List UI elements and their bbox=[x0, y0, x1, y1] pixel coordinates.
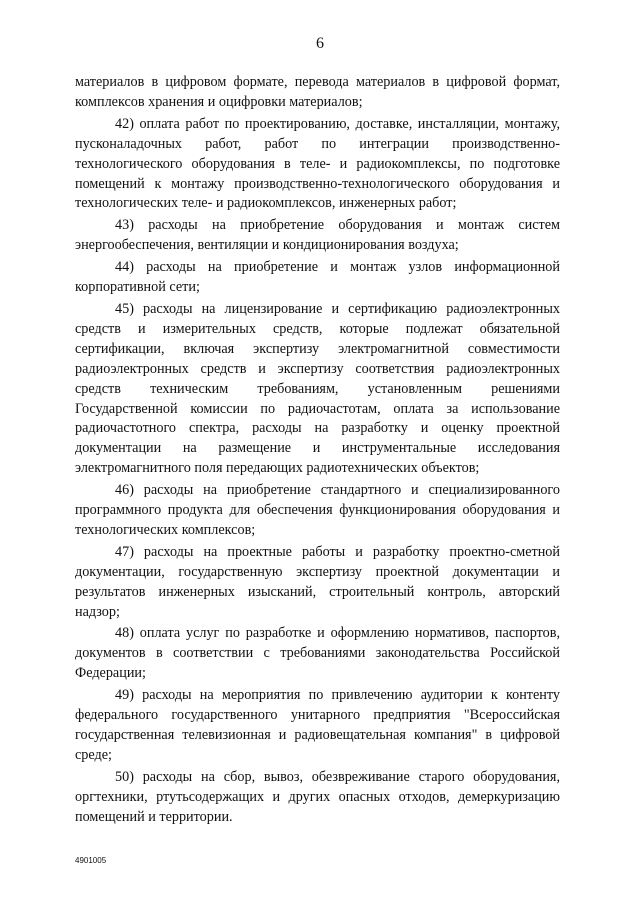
paragraph-item-44: 44) расходы на приобретение и монтаж узлов информационной корпоративной сети; bbox=[75, 259, 560, 296]
document-body bbox=[75, 73, 560, 830]
page-number: 6 bbox=[316, 35, 324, 52]
paragraph-item-46: 46) расходы на приобретение стандартного и специализированного программного продукта для обеспечения функционирования оборудования и технологических комплексов; bbox=[75, 482, 560, 538]
paragraph-item-49: 49) расходы на мероприятия по привлечению аудитории к контенту федерального государственного унитарного предприятия "Всероссийская государственная телевизионная и радиовещательная компания" в цифровой среде; bbox=[75, 687, 560, 763]
paragraph-continuation: материалов в цифровом формате, перевода материалов в цифровой формат, комплексов хранения и оцифровки материалов; bbox=[75, 74, 560, 110]
paragraph-item-45: 45) расходы на лицензирование и сертификацию радиоэлектронных средств и измерительных средств, которые подлежат обязательной сертификации, включая экспертизу электромагнитной совместимости радиоэлектронных средств и экспертизу соответствия радиоэлектронных средств техническим требованиям, установленным решениями Государственной комиссии по радиочастотам, оплата за использование радиочастотного спектра, расходы на разработку и оценку проектной документации на размещение и инструментальные исследования электромагнитного поля передающих радиотехнических объектов; bbox=[75, 300, 560, 477]
footer-document-code: 4901005 bbox=[75, 856, 107, 865]
paragraph-item-47: 47) расходы на проектные работы и разработку проектно-сметной документации, государственную экспертизу проектной документации и результатов инженерных изысканий, строительный контроль, авторский надзор; bbox=[75, 543, 560, 620]
paragraph-item-50: 50) расходы на сбор, вывоз, обезвреживание старого оборудования, оргтехники, ртутьсодержащих и других опасных отходов, демеркуризацию помещений и территории. bbox=[75, 768, 560, 825]
paragraph-item-43: 43) расходы на приобретение оборудования и монтаж систем энергообеспечения, вентиляции и кондиционирования воздуха; bbox=[75, 217, 560, 254]
paragraph-item-42: 42) оплата работ по проектированию, доставке, инсталляции, монтажу, пусконаладочных работ, работ по интеграции производственно-технологического оборудования в теле- и радиокомплексы, по подготовке помещений к монтажу производственно-технологического оборудования и технологических теле- и радиокомплексов, инженерных работ; bbox=[75, 115, 560, 212]
paragraph-item-48: 48) оплата услуг по разработке и оформлению нормативов, паспортов, документов в соответствии с требованиями законодательства Российской Федерации; bbox=[75, 625, 560, 682]
